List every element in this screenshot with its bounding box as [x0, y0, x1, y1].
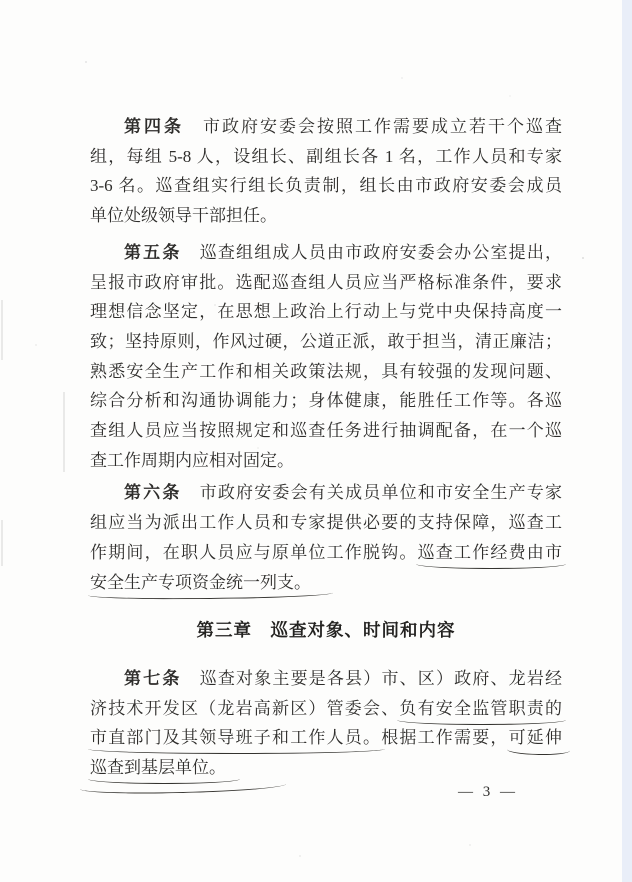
text-segment: 市政府安委会有关成员单位和市安全生产专家	[181, 483, 563, 503]
underlined-segment: 可延伸	[508, 728, 563, 748]
text-segment: 巡查组组成人员由市政府安委会办公室提出，	[181, 242, 563, 262]
text-segment: 熟悉安全生产工作和相关政策法规，具有较强的发现问题、	[90, 361, 562, 381]
text-segment: 致；坚持原则，作风过硬，公道正派，敢于担当，清正廉洁；	[90, 331, 562, 351]
article-5-line-3	[90, 297, 562, 327]
article-6-line-3	[90, 538, 562, 568]
article-4-line-1	[90, 112, 562, 142]
text-segment: 查组人员应当按照规定和巡查任务进行抽调配备，在一个巡	[90, 421, 562, 441]
article-7-line-2	[90, 694, 562, 724]
text-segment: 单位处级领导干部担任。	[90, 206, 277, 226]
article-4-line-2	[90, 142, 562, 172]
scan-artifact-mark	[63, 392, 65, 472]
scan-artifact-mark	[1, 520, 3, 566]
underlined-segment: 巡查工作经费由市	[417, 542, 563, 562]
text-segment: 济技术开发区（龙岩高新区）管委会、	[90, 698, 400, 718]
article-7-line-1	[90, 664, 562, 694]
text-segment: 综合分析和沟通协调能力；身体健康，能胜任工作等。各巡	[90, 391, 562, 411]
underlined-segment: 安全生产专项资金统一列支。	[90, 572, 311, 592]
page-number: — 3 —	[458, 784, 518, 800]
article-4-label: 第四条	[124, 117, 184, 136]
text-segment: 市政府安委会按照工作需要成立若干个巡查	[184, 117, 562, 136]
text-segment: 根据工作需要，	[381, 728, 509, 748]
text-segment: 组应当为派出工作人员和专家提供必要的支持保障，巡查工	[90, 513, 562, 533]
text-segment: 巡查对象主要是各县）市、区）政府、龙岩经	[181, 668, 563, 688]
underlined-segment: 负有安全监管职责的	[399, 698, 563, 718]
article-5-label: 第五条	[124, 242, 182, 262]
text-segment: 查工作周期内应相对固定。	[90, 450, 294, 470]
article-5-line-4	[90, 327, 562, 357]
text-segment: 呈报市政府审批。选配巡查组人员应当严格标准条件，要求	[90, 272, 562, 292]
article-5-line-1	[90, 238, 562, 268]
text-segment: 3-6 名。巡查组实行组长负责制，组长由市政府安委会成员	[90, 176, 562, 196]
scan-artifact-mark	[1, 300, 3, 360]
article-5-line-5	[90, 357, 562, 387]
article-5-line-8	[90, 446, 562, 476]
text-segment: 理想信念坚定，在思想上政治上行动上与党中央保持高度一	[90, 302, 562, 322]
article-4-line-4	[90, 201, 562, 231]
article-6-line-1	[90, 478, 562, 508]
article-5-line-7	[90, 416, 562, 446]
article-6-line-4	[90, 568, 562, 598]
article-7-line-4	[90, 753, 562, 783]
underlined-segment: 市直部门及其领导班子和工作人员。	[90, 728, 382, 748]
text-segment: 组，每组 5-8 人，设组长、副组长各 1 名，工作人员和专家	[90, 146, 562, 166]
article-7-line-3	[90, 723, 562, 753]
article-4-line-3	[90, 171, 562, 201]
scan-edge-strip	[622, 0, 632, 882]
article-7-label: 第七条	[124, 668, 182, 688]
text-segment: 作期间，在职人员应与原单位工作脱钩。	[90, 542, 418, 562]
underlined-segment: 巡查到基层单位。	[90, 758, 226, 778]
article-5-line-6	[90, 386, 562, 416]
article-5-line-2	[90, 268, 562, 298]
article-6-line-2	[90, 508, 562, 538]
chapter-heading: 第三章 巡查对象、时间和内容	[196, 620, 456, 641]
document-body	[90, 112, 562, 783]
article-6-label: 第六条	[124, 483, 182, 503]
